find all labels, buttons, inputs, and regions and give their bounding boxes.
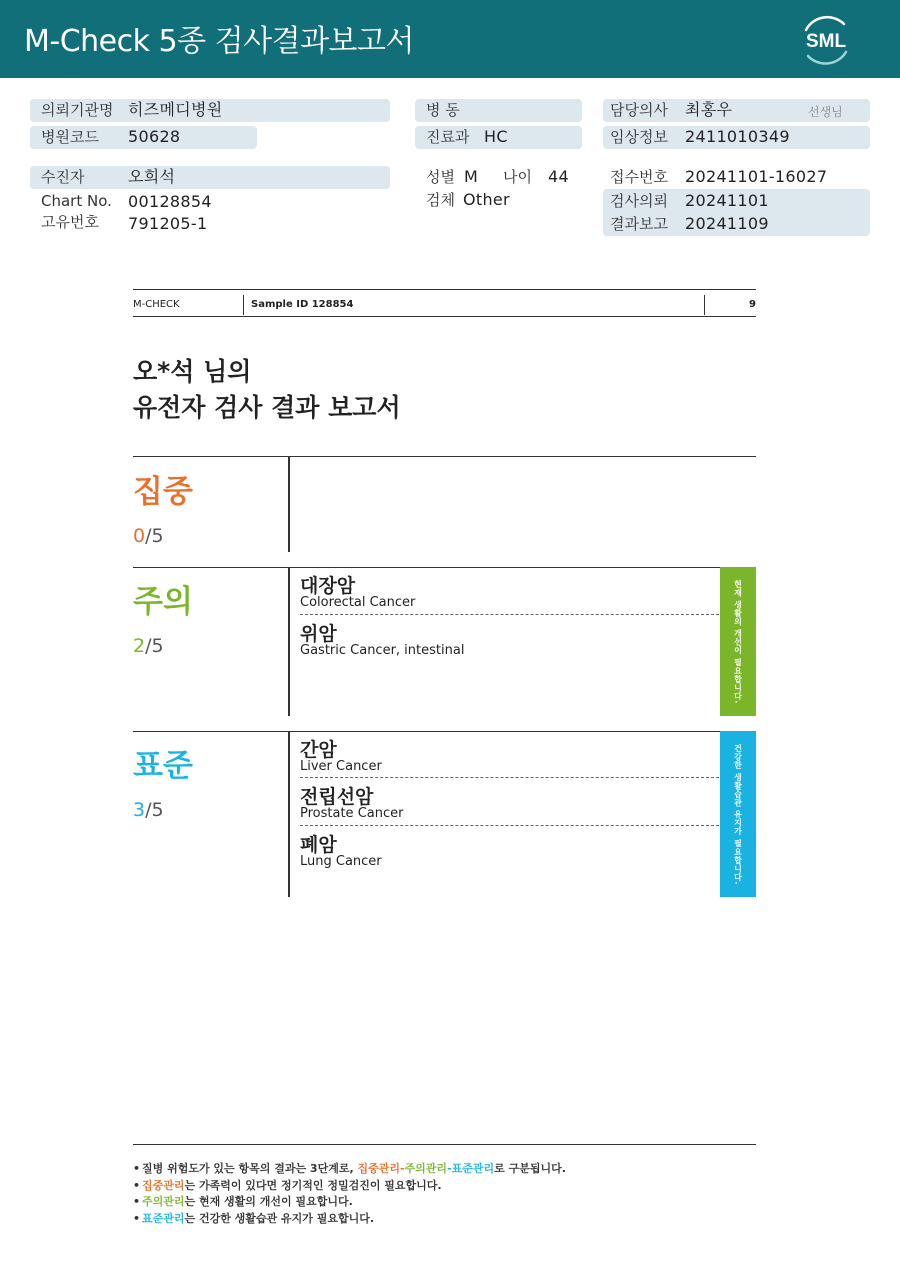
- note-text: 질병 위험도가 있는 항목의 결과는 3단계로,: [142, 1162, 358, 1175]
- age-label: 나이: [503, 168, 532, 186]
- unique-no-value: 791205-1: [128, 214, 208, 233]
- receipt-label: 접수번호: [610, 168, 668, 186]
- caution-section-rule: [133, 567, 720, 568]
- sml-logo-icon: [796, 12, 856, 68]
- notes-block: [133, 1161, 753, 1227]
- caution-count-total: /5: [145, 635, 164, 657]
- focus-section-divider: [288, 457, 290, 552]
- standard-count-total: /5: [145, 799, 164, 821]
- patient-value: 오희석: [128, 167, 176, 186]
- patient-label: 수진자: [41, 168, 85, 186]
- age-value: 44: [548, 167, 569, 186]
- request-value: 20241101: [685, 191, 769, 210]
- runhead-bottom-rule: [133, 316, 756, 317]
- result-value: 20241109: [685, 214, 769, 233]
- doctor-label: 담당의사: [610, 101, 668, 119]
- caution-count-value: 2: [133, 635, 146, 657]
- sex-value: M: [464, 167, 479, 186]
- standard-side-text: 건강한 생활습관 유지가 필요합니다.: [733, 743, 743, 885]
- report-title-line2: 유전자 검사 결과 보고서: [133, 393, 401, 422]
- cancer-name-en: Liver Cancer: [300, 759, 382, 774]
- note-standard-term: 표준관리: [451, 1162, 495, 1175]
- specimen-label: 검체: [426, 191, 455, 209]
- request-label: 검사의뢰: [610, 192, 668, 210]
- cancer-name-ko: 전립선암: [300, 786, 374, 808]
- caution-level-count: [133, 635, 164, 657]
- note-line: • 표준관리는 건강한 생활습관 유지가 필요합니다.: [133, 1211, 375, 1225]
- note-focus-term: 집중관리: [357, 1162, 400, 1175]
- note-dash: -: [447, 1162, 452, 1175]
- ward-label: 병 동: [426, 101, 460, 119]
- report-title-line1: 오*석 님의: [133, 357, 252, 386]
- unique-no-label: 고유번호: [41, 213, 99, 231]
- focus-level-name: 집중: [133, 474, 193, 510]
- note-dash: -: [399, 1162, 405, 1175]
- caution-side-banner: [720, 567, 756, 716]
- note-line: • 집중관리는 가족력이 있다면 정기적인 정밀검진이 필요합니다.: [133, 1178, 442, 1192]
- header-bar: [0, 0, 900, 78]
- specimen-value: Other: [463, 190, 510, 209]
- standard-level-name: 표준: [133, 748, 193, 784]
- institution-value: 히즈메디병원: [128, 100, 223, 119]
- chart-no-value: 00128854: [128, 192, 212, 211]
- sample-id: Sample ID 128854: [251, 299, 354, 310]
- focus-count-value: 0: [133, 525, 146, 547]
- clinical-value: 2411010349: [685, 127, 790, 146]
- caution-level-name: 주의: [133, 584, 193, 620]
- institution-label: 의뢰기관명: [41, 101, 114, 119]
- caution-section-divider: [288, 568, 290, 716]
- cancer-name-en: Colorectal Cancer: [300, 595, 416, 610]
- note-line: • 질병 위험도가 있는 항목의 결과는 3단계로, 집중관리-주의관리-표준관리로 구분됩니다.: [133, 1162, 566, 1175]
- note-standard-term: 표준관리: [142, 1211, 185, 1225]
- doctor-suffix: 선생님: [808, 105, 843, 119]
- runhead-label: M-CHECK: [133, 299, 180, 310]
- cancer-name-en: Prostate Cancer: [300, 806, 404, 821]
- item-separator: [300, 614, 719, 615]
- notes-rule: [133, 1144, 756, 1145]
- hospital-code-label: 병원코드: [41, 128, 99, 146]
- receipt-value: 20241101-16027: [685, 167, 828, 186]
- cancer-name-ko: 폐암: [300, 834, 337, 856]
- note-caution-term: 주의관리: [404, 1162, 448, 1175]
- note-text: 는 현재 생활의 개선이 필요합니다.: [184, 1195, 353, 1208]
- page-number: 9: [749, 299, 756, 310]
- focus-section-rule: [133, 456, 756, 457]
- item-separator: [300, 777, 719, 778]
- dept-label: 진료과: [426, 128, 470, 146]
- runhead-top-rule: [133, 289, 756, 290]
- document-title: M-Check 5종 검사결과보고서: [24, 24, 414, 59]
- logo-text: SML: [805, 31, 847, 52]
- hospital-code-value: 50628: [128, 127, 181, 146]
- doctor-value: 최홍우: [685, 100, 733, 119]
- focus-level-count: [133, 525, 164, 547]
- focus-count-total: /5: [145, 525, 164, 547]
- standard-section-divider: [288, 732, 290, 897]
- caution-side-text: 현재 생활의 개선이 필요합니다.: [733, 579, 743, 704]
- standard-count-value: 3: [133, 799, 146, 821]
- cancer-name-ko: 위암: [300, 623, 337, 645]
- note-text: 로 구분됩니다.: [494, 1162, 566, 1175]
- note-caution-term: 주의관리: [142, 1195, 185, 1208]
- cancer-name-ko: 대장암: [300, 575, 356, 597]
- result-label: 결과보고: [610, 215, 668, 233]
- chart-no-label: Chart No.: [41, 192, 112, 210]
- standard-level-count: [133, 799, 164, 821]
- sex-label: 성별: [426, 168, 455, 186]
- standard-side-banner: [720, 731, 756, 897]
- note-focus-term: 집중관리: [142, 1178, 185, 1192]
- clinical-label: 임상정보: [610, 128, 668, 146]
- cancer-name-ko: 간암: [300, 739, 337, 761]
- standard-section-rule: [133, 731, 720, 732]
- note-text: 는 건강한 생활습관 유지가 필요합니다.: [184, 1211, 375, 1225]
- cancer-name-en: Gastric Cancer, intestinal: [300, 643, 465, 658]
- runhead-divider: [243, 295, 244, 315]
- note-line: • 주의관리는 현재 생활의 개선이 필요합니다.: [133, 1195, 353, 1208]
- dept-value: HC: [484, 127, 508, 146]
- runhead-divider-right: [704, 295, 705, 315]
- item-separator: [300, 825, 719, 826]
- note-text: 는 가족력이 있다면 정기적인 정밀검진이 필요합니다.: [184, 1178, 442, 1192]
- cancer-name-en: Lung Cancer: [300, 854, 382, 869]
